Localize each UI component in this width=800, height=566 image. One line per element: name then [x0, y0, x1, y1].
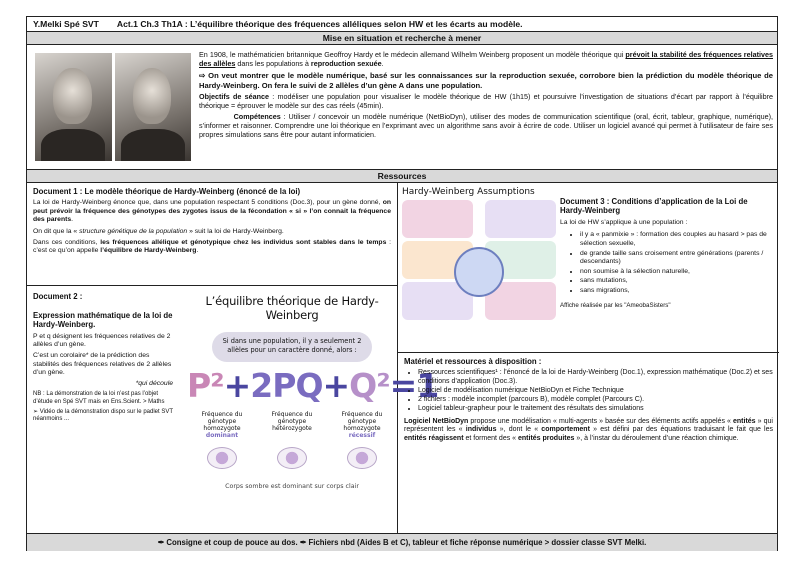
list-item: • Logiciel de modélisation numérique NetBioDyn et Fiche Technique — [418, 387, 773, 396]
list-item: • il y a « panmixie » : formation des couples au hasard > pas de sélection sexuelle, — [580, 231, 774, 248]
header-bar — [27, 17, 777, 32]
doc2-video-note: ➢ Vidéo de la démonstration dispo sur le padlet SVT néanmoins ... — [33, 408, 173, 423]
doc2-title: Document 2 : Expression mathématique de la loi de Hardy-Weinberg. — [33, 292, 173, 330]
poster3-title: Hardy-Weinberg Assumptions — [402, 187, 535, 197]
objectives: Objectifs de séance : modéliser une population pour visualiser le modèle théorique de HW (1h15) et poursuivre l’investigation de situations d’écart par rapport à l’équilibre théorique = éprouver le modèle sur des cas réels (45min). — [199, 91, 773, 110]
section-resources-heading: Ressources — [27, 170, 777, 183]
document-3 — [398, 183, 779, 353]
large-population-illustration — [485, 200, 556, 238]
no-natural-selection-icon — [454, 247, 504, 297]
hw-assumptions-poster — [402, 187, 556, 349]
competences: Compétences : Utiliser / concevoir un modèle numérique (NetBioDyn), utiliser des modes de communication scientifique (oral, écrit, tableur, graphique, numérique), s’informer et raisonner. Comprendre une loi théorique en l’exprimant avec un algorithme sans avoir à écrire de code. Utiliser un logiciel avancé qui permet à l’utilisateur de faire ses propres simulations sans être pour autant informaticien. — [199, 112, 773, 139]
list-item: • de grande taille sans croisement entre générations (parents / descendants) — [580, 250, 774, 267]
doc3-text: Document 3 : Conditions d’application de la Loi de Hardy-Weinberg La loi de HW s’applique à une population : • il y a « panmixie » : formation des couples au hasard > pas de sélection sexuelle, • de grande taille sans croisement entre générations (parents / descendants) • non soumise à la sélection naturelle, • sans mutations, • sans migrations, Affiche réalisée par les "AmeobaSisters" — [560, 197, 774, 310]
fly-illustrations — [187, 447, 397, 469]
fly-icon — [207, 447, 237, 469]
poster-bubble: Si dans une population, il y a seulement 2 allèles pour un caractère donné, alors : — [212, 332, 372, 362]
intro-text — [199, 51, 773, 142]
page-title: Act.1 Ch.3 Th1A : L’équilibre théorique des fréquences alléliques selon HW et les écarts au modèle. — [116, 19, 523, 29]
doc3-title: Document 3 : Conditions d’application de la Loi de Hardy-Weinberg — [560, 197, 748, 216]
document-2 — [27, 286, 439, 534]
list-item: • sans mutations, — [580, 277, 774, 286]
intro-section — [27, 45, 777, 170]
conditions-list — [580, 231, 774, 295]
poster-credit: Affiche réalisée par les "AmeobaSisters" — [560, 301, 671, 309]
list-item: • 2 fichiers : modèle incomplet (parcours B), modèle complet (Parcours C). — [418, 396, 773, 405]
section-intro-heading: Mise en situation et recherche à mener — [27, 32, 777, 45]
doc2-text: Document 2 : Expression mathématique de la loi de Hardy-Weinberg. P et q désignent les fréquences relatives de 2 allèles d’un gène. C’est un corolaire* de la prédiction des stabilités des fréquences relatives de 2 allèles d’un gène. *qui découle NB : La démonstration de la loi n’est pas l’objet d’étude en Spé SVT mais en Ens.Scient. > Maths ➢ Vidéo de la démonstration dispo sur le padlet SVT néanmoins ... — [33, 292, 173, 423]
hw-formula: P²+2PQ+Q²=1 — [187, 366, 439, 405]
portraits — [35, 53, 191, 161]
footer-instructions: ✒ Consigne et coup de pouce au dos. ✒ Fichiers nbd (Aides B et C), tableur et fiche réponse numérique > dossier classe SVT Melki. — [27, 534, 777, 551]
materials-list — [418, 369, 773, 413]
fly-icon — [347, 447, 377, 469]
doc2-nb: NB : La démonstration de la loi n’est pas l’objet d’étude en Spé SVT mais en Ens.Scient. > Maths — [33, 391, 165, 405]
formula-legend: Fréquence du génotype homozygote dominant Fréquence du génotype hétérozygote Fréquence du génotype homozygote récessif — [201, 411, 383, 439]
intro-paragraph: En 1908, le mathématicien britannique Geoffroy Hardy et le médecin allemand Wilhelm Weinberg proposent un modèle théorique qui prévoit la stabilité des fréquences relatives des allèles dans les populations à reproduction sexuée. — [199, 50, 773, 68]
materials-section — [398, 353, 779, 534]
random-mating-illustration — [402, 200, 473, 238]
research-question: ⇨ On veut montrer que le modèle numérique, basé sur les connaissances sur la reproduction sexuée, corrobore bien la prédiction du modèle théorique de Hardy-Weinberg. On fera le suivi de 2 allèles d’un gène A dans une population. — [199, 71, 773, 90]
list-item: • non soumise à la sélection naturelle, — [580, 268, 774, 277]
portrait-weinberg — [115, 53, 192, 161]
poster-footer: Corps sombre est dominant sur corps clair — [225, 483, 359, 490]
netbiodyn-description: Logiciel NetBioDyn propose une modélisation « multi-agents » basée sur des éléments actifs appelés « entités » qui représentent les « individus », dont le « comportement » est défini par des équations traduisant le fait que les entités réagissent et forment des « entités produites », à l’instar du déroulement d’une réaction chimique. — [404, 417, 774, 443]
document-1: Document 1 : Le modèle théorique de Hardy-Weinberg (énoncé de la loi) La loi de Hardy-Weinberg énonce que, dans une population respectant 5 conditions (Doc.3), pour un gène donné, on peut prévoir la fréquence des génotypes des zygotes issus de la fécondation « si » l’on connait la fréquence des parents. On dit que la « structure génétique de la population » suit la loi de Hardy-Weinberg. Dans ces conditions, les fréquences allélique et génotypique chez les individus sont stables dans le temps : c’est ce qu’on appelle l’équilibre de Hardy-Weinberg. — [27, 183, 398, 286]
list-item: • Logiciel tableur-grapheur pour le traitement des résultats des simulations — [418, 405, 773, 414]
hw-formula-poster — [187, 286, 439, 534]
resources-section — [27, 183, 777, 534]
doc1-title: Document 1 : Le modèle théorique de Hardy-Weinberg (énoncé de la loi) — [33, 187, 301, 196]
portrait-hardy — [35, 53, 112, 161]
list-item: • Ressources scientifiques¹ : l’énoncé de la loi de Hardy-Weinberg (Doc.1), expression mathématique (Doc.2) et ses conditions d’application (Doc.3). — [418, 369, 773, 386]
poster-title: L’équilibre théorique de Hardy-Weinberg — [205, 294, 379, 322]
materials-title: Matériel et ressources à disposition : — [404, 357, 542, 366]
worksheet — [26, 16, 778, 551]
author-label: Y.Melki Spé SVT — [33, 19, 99, 29]
fly-icon — [277, 447, 307, 469]
list-item: • sans migrations, — [580, 287, 774, 296]
